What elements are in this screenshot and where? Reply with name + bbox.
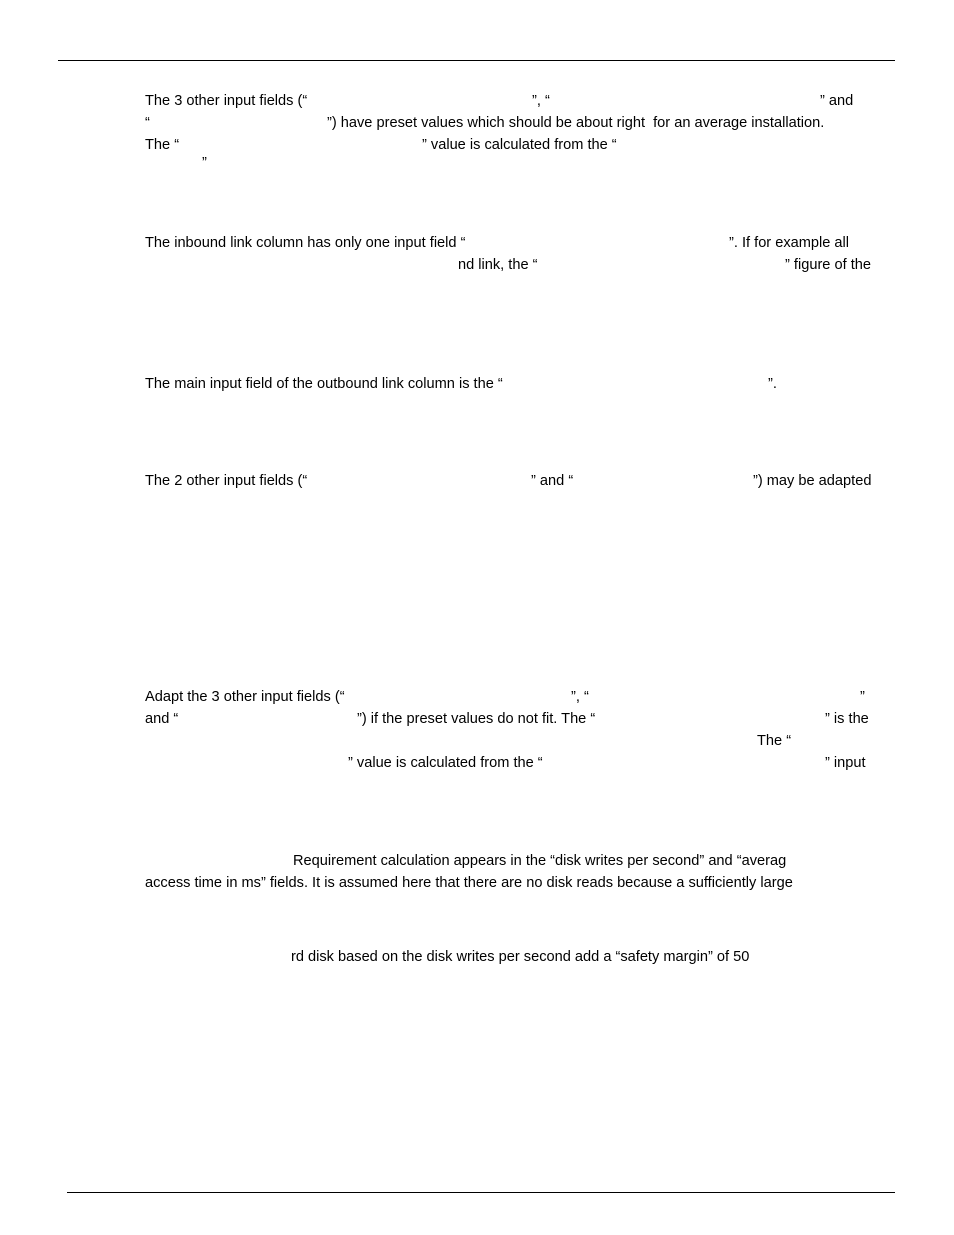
text-fragment: ”. bbox=[768, 376, 777, 392]
text-fragment: ”) may be adapted bbox=[753, 473, 872, 489]
text-fragment: The 2 other input fields (“ bbox=[145, 473, 308, 489]
text-fragment: ” is the bbox=[825, 711, 869, 727]
text-fragment: and “ bbox=[145, 711, 179, 727]
text-fragment: The “ bbox=[757, 733, 792, 749]
text-fragment: The “ bbox=[145, 137, 180, 153]
text-fragment: ” value is calculated from the “ bbox=[422, 137, 617, 153]
footer-rule bbox=[67, 1192, 895, 1193]
text-fragment: Requirement calculation appears in the “disk writes per second” and “averag bbox=[293, 853, 787, 869]
header-rule bbox=[58, 60, 895, 61]
text-fragment: ”, “ bbox=[532, 93, 550, 109]
text-fragment: rd disk based on the disk writes per second add a “safety margin” of 50 bbox=[291, 949, 750, 965]
text-fragment: ”, “ bbox=[571, 689, 589, 705]
text-fragment: ”. If for example all bbox=[729, 235, 850, 251]
text-fragment: The main input field of the outbound link column is the “ bbox=[145, 376, 503, 392]
text-fragment: ” and bbox=[820, 93, 854, 109]
text-fragment: ” bbox=[860, 689, 865, 705]
text-fragment: “ bbox=[145, 115, 150, 131]
text-fragment: The inbound link column has only one input field “ bbox=[145, 235, 466, 251]
text-fragment: ”) have preset values which should be about right for an average installation. bbox=[327, 115, 825, 131]
text-fragment: ” value is calculated from the “ bbox=[348, 755, 543, 771]
text-fragment: nd link, the “ bbox=[458, 257, 538, 273]
text-fragment: ” and “ bbox=[531, 473, 574, 489]
text-fragment: ” bbox=[202, 155, 207, 171]
text-fragment: Adapt the 3 other input fields (“ bbox=[145, 689, 345, 705]
text-fragment: ”) if the preset values do not fit. The “ bbox=[357, 711, 596, 727]
text-fragment: access time in ms” fields. It is assumed here that there are no disk reads because a sufficiently large bbox=[145, 875, 793, 891]
text-fragment: The 3 other input fields (“ bbox=[145, 93, 308, 109]
text-fragment: ” figure of the bbox=[785, 257, 871, 273]
text-fragment: ” input bbox=[825, 755, 866, 771]
